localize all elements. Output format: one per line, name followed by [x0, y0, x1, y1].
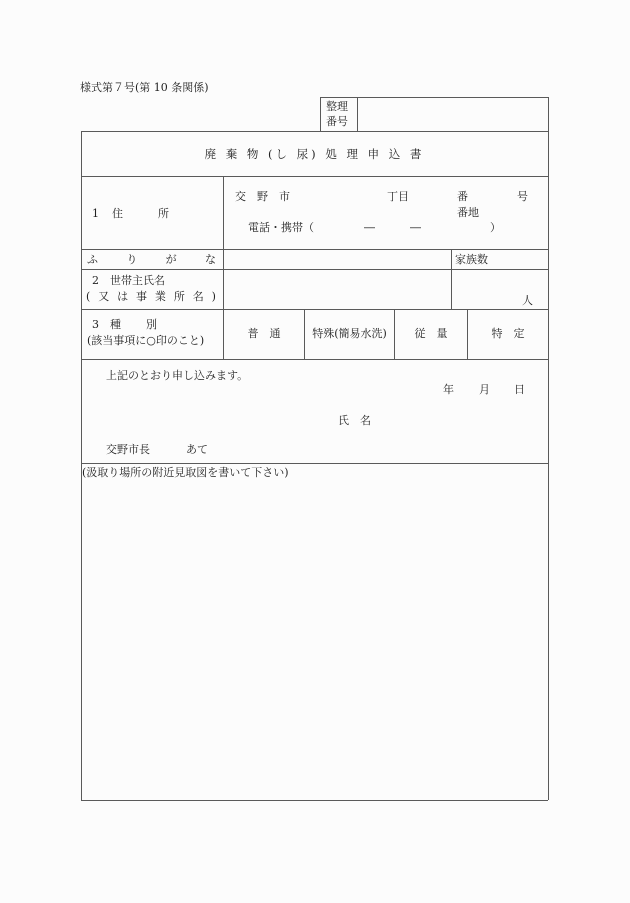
ref-number-label-1: 整理 — [326, 100, 348, 113]
date-day-label: 日 — [514, 383, 525, 396]
name-field[interactable] — [224, 270, 450, 308]
family-count-label: 家族数 — [455, 253, 488, 266]
family-count-unit: 人 — [522, 294, 533, 307]
category-label-a: 種 — [110, 318, 121, 331]
address-field[interactable] — [224, 177, 547, 248]
category-instruction: (該当事項に○印のこと) — [87, 334, 205, 347]
phone-dash-1: ― — [364, 221, 375, 234]
head-of-household-label: 2 世帯主氏名 — [92, 274, 165, 287]
family-count-field[interactable] — [452, 270, 512, 308]
furigana-label: ふ り が な — [87, 253, 216, 266]
business-name-label: ( 又 は 事 業 所 名 ) — [86, 290, 216, 303]
address-label-b: 所 — [158, 207, 169, 220]
form-title: 廃 棄 物 (し 尿) 処 理 申 込 書 — [204, 147, 425, 161]
address-ban: 番 — [457, 190, 468, 203]
ref-number-field[interactable] — [358, 98, 547, 130]
addressee-suffix: あて — [186, 443, 208, 456]
address-label-a: 住 — [112, 207, 123, 220]
form-code: 様式第７号(第 10 条関係) — [80, 81, 209, 94]
map-drawing-area[interactable] — [82, 482, 547, 799]
phone-dash-2: ― — [410, 221, 421, 234]
category-label-b: 別 — [146, 318, 157, 331]
date-field[interactable] — [380, 381, 530, 397]
address-label-num: 1 — [92, 207, 99, 220]
ref-number-label-2: 番号 — [326, 115, 348, 128]
category-option-regular[interactable]: 普 通 — [247, 327, 281, 340]
map-instruction: (汲取り場所の附近見取図を書いて下さい) — [82, 466, 289, 479]
address-chome: 丁目 — [387, 190, 409, 203]
category-label-num: 3 — [92, 318, 99, 331]
date-year-label: 年 — [443, 383, 454, 396]
declaration-statement: 上記のとおり申し込みます。 — [106, 369, 249, 382]
signature-field[interactable] — [380, 410, 540, 428]
category-option-special[interactable]: 特殊(簡易水洗) — [312, 327, 387, 340]
phone-close: ） — [490, 221, 501, 234]
category-option-specified[interactable]: 特 定 — [491, 327, 525, 340]
phone-label: 電話・携帯（ — [248, 221, 314, 234]
date-month-label: 月 — [479, 383, 490, 396]
address-city: 交 野 市 — [235, 190, 290, 203]
addressee: 交野市長 — [106, 443, 150, 456]
category-option-metered[interactable]: 従 量 — [414, 327, 448, 340]
address-banchi: 番地 — [457, 206, 479, 219]
signature-label: 氏 名 — [338, 414, 371, 427]
furigana-field[interactable] — [224, 250, 450, 268]
address-go: 号 — [517, 190, 528, 203]
